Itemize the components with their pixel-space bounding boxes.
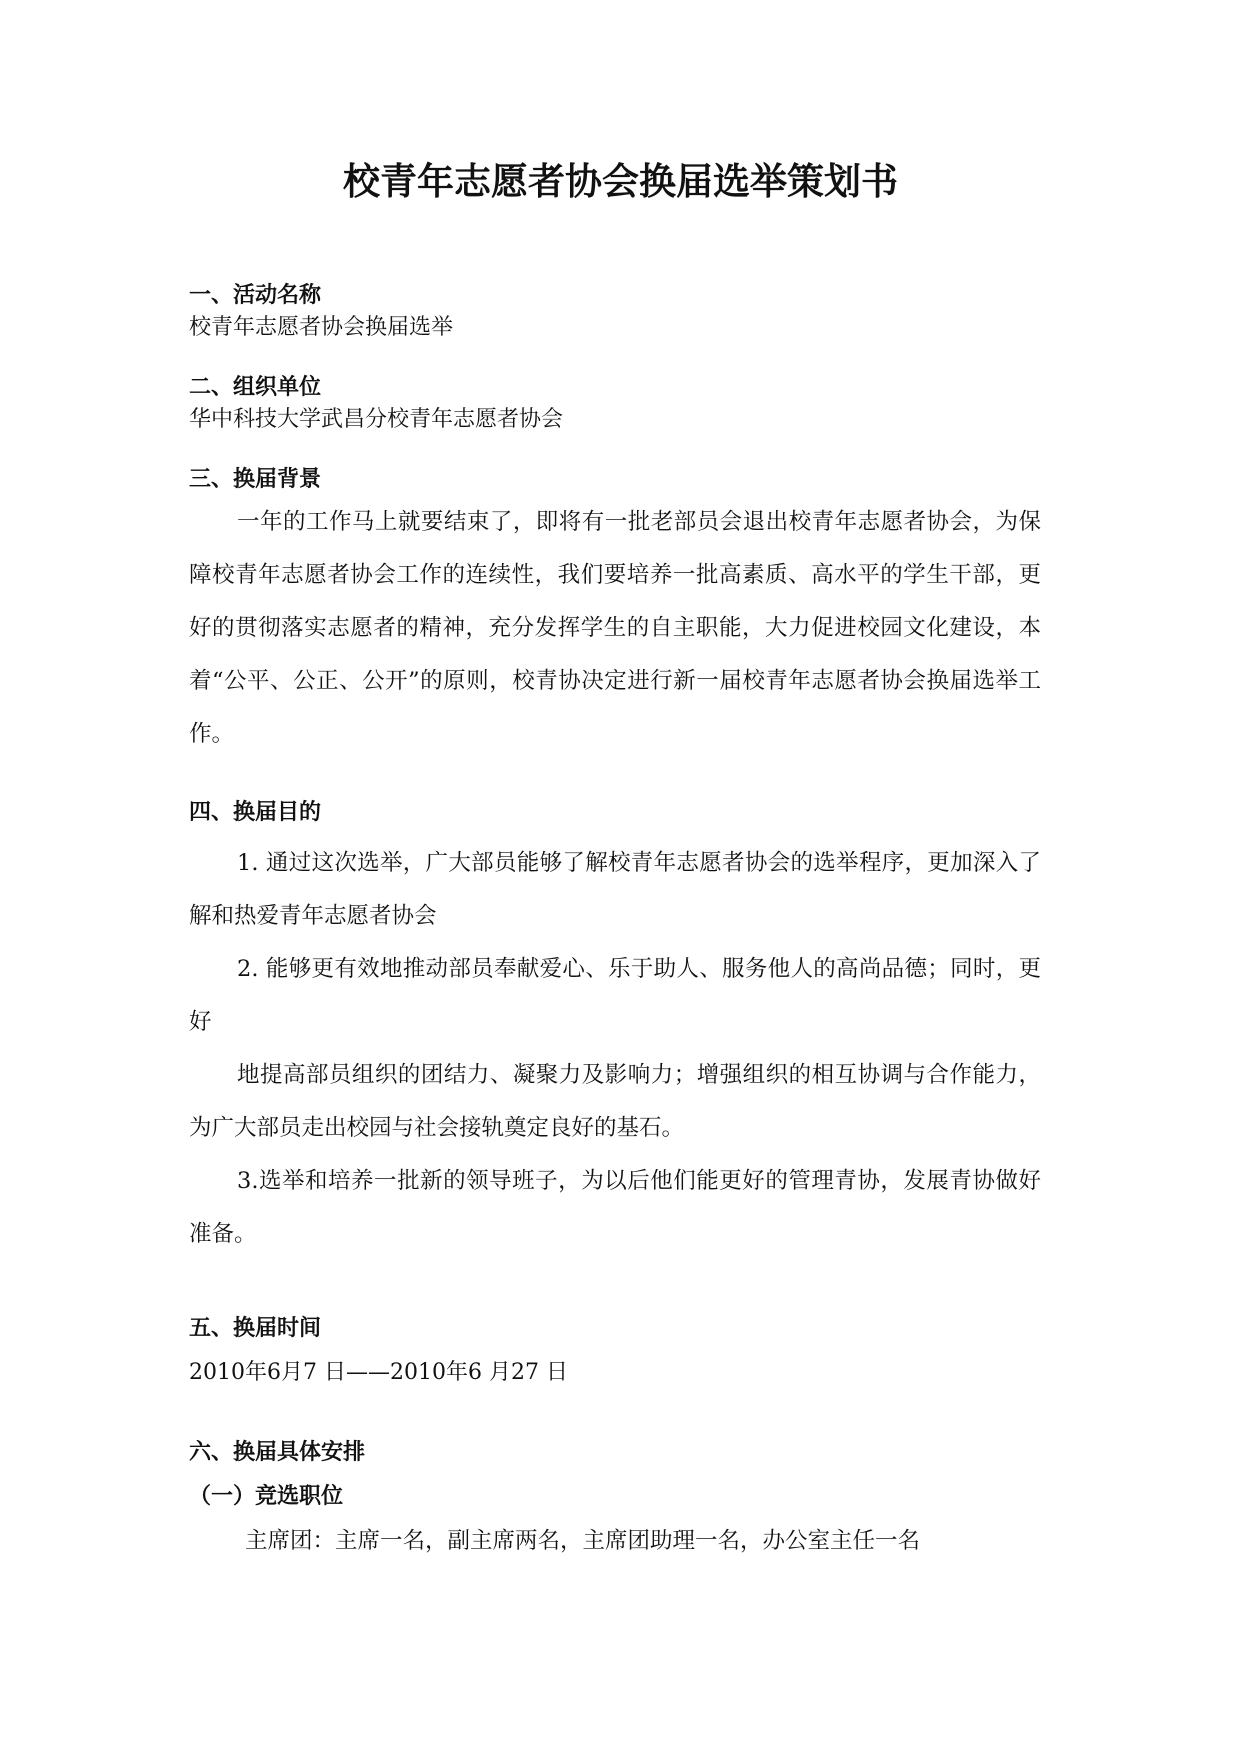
section-text: 校青年志愿者协会换届选举: [189, 315, 454, 340]
purpose-item: 2. 能够更有效地推动部员奉献爱心、乐于助人、服务他人的高尚品德；同时，更好: [189, 956, 1041, 1035]
section-subheading: （一）竞选职位: [189, 1484, 344, 1509]
section-text: 华中科技大学武昌分校青年志愿者协会: [189, 407, 564, 432]
document-body: [189, 280, 1041, 1557]
section-purpose: [189, 797, 1041, 1261]
section-heading: 一、活动名称: [189, 283, 322, 308]
section-activity-name: [189, 280, 1041, 344]
purpose-item: 地提高部员组织的团结力、凝聚力及影响力；增强组织的相互协调与合作能力，为广大部员走出校园与社会接轨奠定良好的基石。: [189, 1062, 1041, 1141]
section-text: 主席团：主席一名，副主席两名，主席团助理一名，办公室主任一名: [245, 1528, 921, 1554]
section-text: 2010年6月7 日——2010年6 月27 日: [189, 1360, 568, 1385]
section-heading: 六、换届具体安排: [189, 1440, 366, 1465]
document-title: 校青年志愿者协会换届选举策划书: [343, 160, 898, 203]
section-time: [189, 1313, 1041, 1389]
section-organizer: [189, 372, 1041, 436]
section-arrangement: [189, 1437, 1041, 1557]
section-heading: 三、换届背景: [189, 467, 322, 492]
section-heading: 二、组织单位: [189, 375, 322, 400]
purpose-item: 3.选举和培养一批新的领导班子，为以后他们能更好的管理青协，发展青协做好准备。: [189, 1168, 1041, 1247]
section-heading: 五、换届时间: [189, 1316, 322, 1341]
section-paragraph: 一年的工作马上就要结束了，即将有一批老部员会退出校青年志愿者协会，为保障校青年志愿者协会工作的连续性，我们要培养一批高素质、高水平的学生干部，更好的贯彻落实志愿者的精神，充分发挥学生的自主职能，大力促进校园文化建设，本着“公平、公正、公开”的原则，校青协决定进行新一届校青年志愿者协会换届选举工作。: [189, 509, 1041, 747]
purpose-item: 1. 通过这次选举，广大部员能够了解校青年志愿者协会的选举程序，更加深入了解和热爱青年志愿者协会: [189, 850, 1041, 929]
section-heading: 四、换届目的: [189, 800, 322, 825]
section-background: [189, 464, 1041, 761]
